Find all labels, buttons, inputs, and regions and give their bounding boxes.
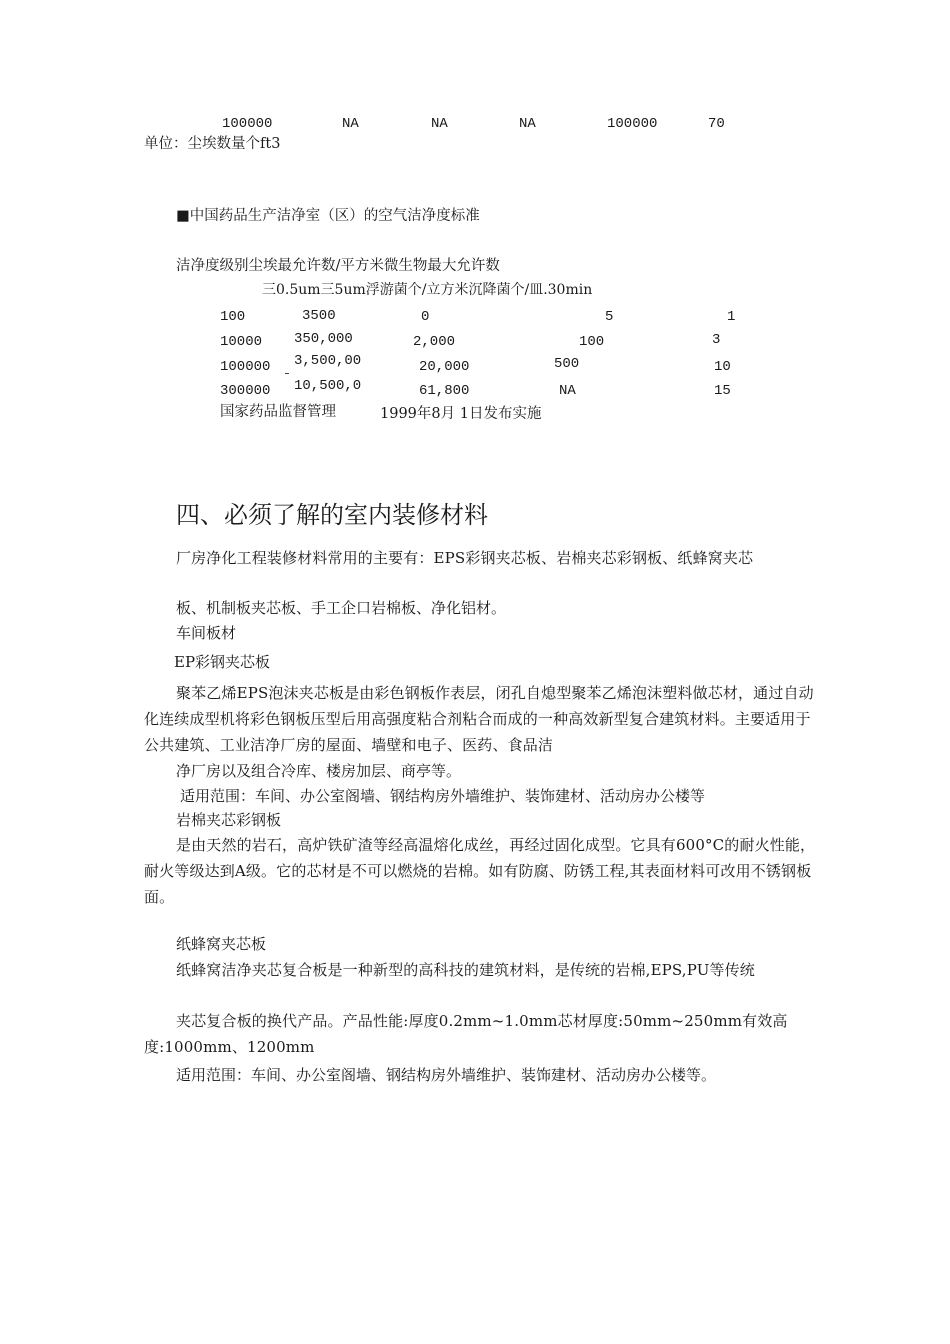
us-cell-count: 100000 bbox=[607, 116, 658, 132]
us-cell-70: 70 bbox=[708, 116, 725, 132]
cn-standard-title: ■中国药品生产洁净室（区）的空气洁净度标准 bbox=[176, 208, 480, 224]
us-cell-na-3: NA bbox=[519, 116, 536, 132]
intro-text-1: 厂房净化工程装修材料常用的主要有：EPS彩钢夹芯板、岩棉夹芯彩钢板、纸蜂窝夹芯 bbox=[176, 549, 754, 567]
subheading-eps-panel: EP彩钢夹芯板 bbox=[174, 653, 271, 671]
cn-cell-r2-c4: 100 bbox=[579, 334, 605, 350]
cn-cell-r4-c5: 15 bbox=[714, 383, 731, 399]
us-cell-na-1: NA bbox=[342, 116, 359, 132]
intro-text-2: 板、机制板夹芯板、手工企口岩棉板、净化铝材。 bbox=[176, 599, 507, 617]
cn-standard-header-2: 三0.5um三5um浮游菌个/立方米沉降菌个/皿.30min bbox=[262, 282, 593, 298]
cn-cell-r3-c5: 10 bbox=[714, 359, 731, 375]
cn-cell-r3-c3: 20,000 bbox=[419, 359, 470, 375]
cn-cell-r1-c2: 3500 bbox=[302, 308, 336, 324]
cn-cell-r1-c1: 100 bbox=[220, 309, 246, 325]
cn-cell-r3-c4: 500 bbox=[554, 356, 580, 372]
cn-cell-r2-c1: 10000 bbox=[220, 334, 263, 350]
cn-standard-issuer: 国家药品监督管理 bbox=[220, 404, 336, 420]
cn-standard-header-1: 洁净度级别尘埃最允许数/平方米微生物最大允许数 bbox=[176, 258, 500, 274]
paper-paragraph-2: 夹芯复合板的换代产品。产品性能:厚度0.2mm~1.0mm芯材厚度:50mm~250mm有效高度:1000mm、1200mm bbox=[144, 1012, 788, 1056]
eps-paragraph-tail: 净厂房以及组合冷库、楼房加层、商亭等。 bbox=[176, 762, 462, 780]
cn-standard-date: 1999年8月 1日发布实施 bbox=[380, 406, 542, 422]
rock-wool-paragraph: 是由天然的岩石，高炉铁矿渣等经高温熔化成丝，再经过固化成型。它具有600°C的耐火性能，耐火等级达到A级。它的芯材是不可以燃烧的岩棉。如有防腐、防锈工程,其表面材料可改用不锈钢板面。 bbox=[144, 836, 816, 906]
paper-scope: 适用范围：车间、办公室阁墙、钢结构房外墙维护、装饰建材、活动房办公楼等。 bbox=[176, 1066, 717, 1084]
cn-cell-r1-c3: 0 bbox=[421, 309, 430, 325]
cn-cell-r3-c1: 100000 bbox=[220, 359, 271, 375]
us-cell-na-2: NA bbox=[431, 116, 448, 132]
us-cell-class: 100000 bbox=[222, 116, 273, 132]
cn-cell-r4-c3: 61,800 bbox=[419, 383, 470, 399]
cn-cell-r3-c2: 3,500,00 bbox=[294, 353, 362, 369]
cn-cell-r4-c1: 300000 bbox=[220, 383, 271, 399]
cn-cell-r4-c4: NA bbox=[559, 383, 576, 399]
eps-scope: 适用范围：车间、办公室阁墙、钢结构房外墙维护、装饰建材、活动房办公楼等 bbox=[180, 787, 706, 805]
eps-paragraph: 聚苯乙烯EPS泡沫夹芯板是由彩色钢板作表层，闭孔自熄型聚苯乙烯泡沫塑料做芯材，通过自动化连续成型机将彩色钢板压型后用高强度粘合剂粘合而成的一种高效新型复合建筑材料。主要适用于公共建筑、工业洁净厂房的屋面、墙壁和电子、医药、食品洁 bbox=[144, 684, 814, 754]
subheading-workshop-panels: 车间板材 bbox=[176, 624, 237, 642]
subheading-rock-wool: 岩棉夹芯彩钢板 bbox=[176, 811, 282, 829]
cn-cell-r1-c5: 1 bbox=[727, 309, 736, 325]
us-unit-note: 单位：尘埃数量个ft3 bbox=[144, 136, 281, 152]
cn-cell-r2-c2: 350,000 bbox=[294, 331, 353, 347]
cn-cell-r2-c3: 2,000 bbox=[413, 334, 456, 350]
section-heading: 四、必须了解的室内装修材料 bbox=[176, 501, 488, 529]
cn-cell-r2-c5: 3 bbox=[712, 332, 721, 348]
subheading-paper-honeycomb: 纸蜂窝夹芯板 bbox=[176, 935, 267, 953]
stray-dash-mark bbox=[285, 373, 289, 374]
cn-cell-r4-c2: 10,500,0 bbox=[294, 378, 362, 394]
intro-paragraph bbox=[144, 545, 824, 571]
cn-cell-r1-c4: 5 bbox=[605, 309, 614, 325]
paper-paragraph-1: 纸蜂窝洁净夹芯复合板是一种新型的高科技的建筑材料，是传统的岩棉,EPS,PU等传统 bbox=[176, 961, 755, 979]
